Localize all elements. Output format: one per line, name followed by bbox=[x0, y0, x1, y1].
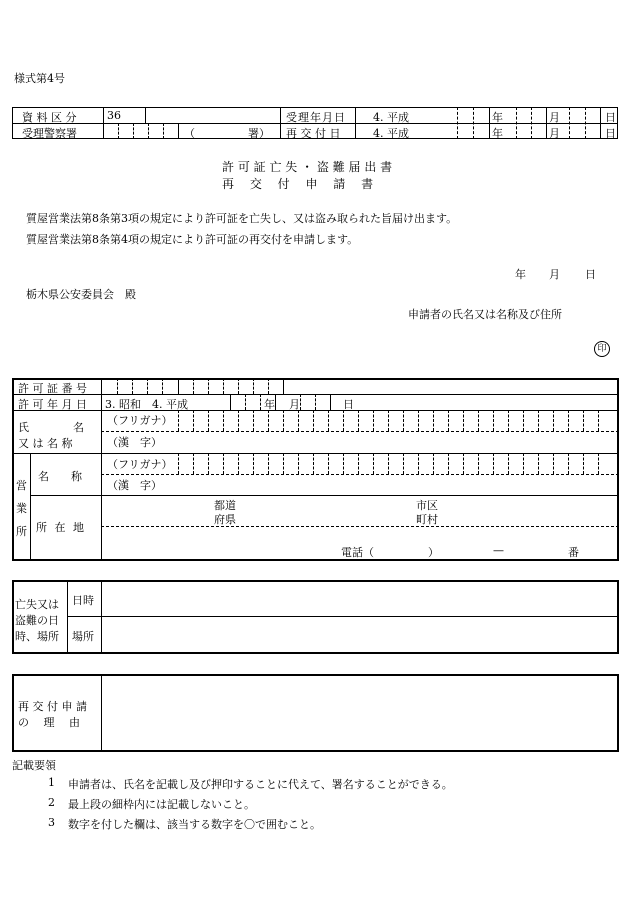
station-paren-close: 署） bbox=[248, 127, 270, 140]
form-number: 様式第4号 bbox=[14, 72, 65, 85]
receipt-date-era: 4. 平成 bbox=[373, 111, 409, 124]
phone-paren-close: ） bbox=[428, 546, 439, 559]
reason-label-2: の 理 由 bbox=[18, 716, 80, 729]
statement-loss: 質屋営業法第8条第3項の規定により許可証を亡失し、又は盗み取られた旨届け出ます。 bbox=[26, 212, 458, 225]
name-kanji-label: （漢 字） bbox=[107, 436, 162, 449]
receipt-day-label: 日 bbox=[605, 111, 616, 124]
addressee: 栃木県公安委員会 殿 bbox=[26, 288, 136, 301]
location-label: 所 在 地 bbox=[36, 521, 86, 534]
receipt-month-label: 月 bbox=[549, 111, 560, 124]
station-paren-open: （ bbox=[184, 127, 195, 140]
applicant-label: 申請者の氏名又は名称及び住所 bbox=[408, 308, 562, 321]
receipt-year-label: 年 bbox=[492, 111, 503, 124]
seal-mark: 印 bbox=[594, 341, 610, 357]
statement-reissue: 質屋営業法第8条第4項の規定により許可証の再交付を申請します。 bbox=[26, 233, 359, 246]
receiving-station-label: 受理警察署 bbox=[22, 127, 77, 140]
note-3-text: 数字を付した欄は、該当する数字を〇で囲むこと。 bbox=[68, 818, 321, 831]
name-label-line1: 氏 名 bbox=[18, 421, 84, 434]
notes-heading: 記載要領 bbox=[12, 759, 56, 772]
title-line-2: 再 交 付 申 請 書 bbox=[222, 177, 374, 191]
reissue-day-label: 日 bbox=[605, 127, 616, 140]
office-label-3: 所 bbox=[16, 525, 27, 538]
office-furigana-label: （フリガナ） bbox=[107, 458, 173, 471]
date-month: 月 bbox=[549, 268, 560, 281]
reissue-date-era: 4. 平成 bbox=[373, 127, 409, 140]
note-2-number: 2 bbox=[48, 796, 55, 809]
date-day: 日 bbox=[585, 268, 596, 281]
note-3-number: 3 bbox=[48, 816, 55, 829]
office-kanji-label: （漢 字） bbox=[107, 479, 162, 492]
loss-datetime-label: 日時 bbox=[72, 594, 94, 607]
note-1-text: 申請者は、氏名を記載し及び押印することに代えて、署名することができる。 bbox=[68, 778, 453, 791]
date-year: 年 bbox=[515, 268, 526, 281]
office-name-label: 名 称 bbox=[38, 470, 82, 483]
prefecture-top: 都道 bbox=[214, 499, 236, 512]
permit-day-label: 日 bbox=[343, 398, 354, 411]
note-2-text: 最上段の細枠内には記載しないこと。 bbox=[68, 798, 255, 811]
phone-ban: 番 bbox=[568, 546, 579, 559]
note-1-number: 1 bbox=[48, 776, 55, 789]
name-furigana-label: （フリガナ） bbox=[107, 414, 173, 427]
office-label-1: 営 bbox=[16, 479, 27, 492]
name-label-line2: 又 は 名 称 bbox=[18, 437, 73, 450]
permit-number-label: 許 可 証 番 号 bbox=[18, 382, 87, 395]
phone-label: 電話（ bbox=[341, 546, 374, 559]
city-bottom: 町村 bbox=[416, 513, 438, 526]
office-label-2: 業 bbox=[16, 502, 27, 515]
loss-label-2: 盗難の日 bbox=[15, 614, 59, 627]
permit-month-label: 月 bbox=[289, 398, 300, 411]
reissue-month-label: 月 bbox=[549, 127, 560, 140]
permit-year-label: 年 bbox=[264, 398, 275, 411]
permit-date-era: 3. 昭和 4. 平成 bbox=[105, 398, 188, 411]
title-line-1: 許 可 証 亡 失 ・ 盗 難 届 出 書 bbox=[222, 160, 393, 174]
data-category-code: 36 bbox=[107, 109, 121, 122]
phone-dash: — bbox=[493, 544, 504, 557]
loss-label-3: 時、場所 bbox=[15, 630, 59, 643]
city-top: 市区 bbox=[416, 499, 438, 512]
receipt-date-label: 受理年月日 bbox=[286, 111, 346, 124]
loss-label-1: 亡失又は bbox=[15, 598, 59, 611]
reissue-date-label: 再 交 付 日 bbox=[286, 127, 341, 140]
loss-place-label: 場所 bbox=[72, 630, 94, 643]
data-category-label: 資 料 区 分 bbox=[22, 111, 77, 124]
prefecture-bottom: 府県 bbox=[214, 513, 236, 526]
permit-date-label: 許 可 年 月 日 bbox=[18, 398, 87, 411]
reissue-year-label: 年 bbox=[492, 127, 503, 140]
reason-label-1: 再 交 付 申 請 bbox=[18, 700, 87, 713]
